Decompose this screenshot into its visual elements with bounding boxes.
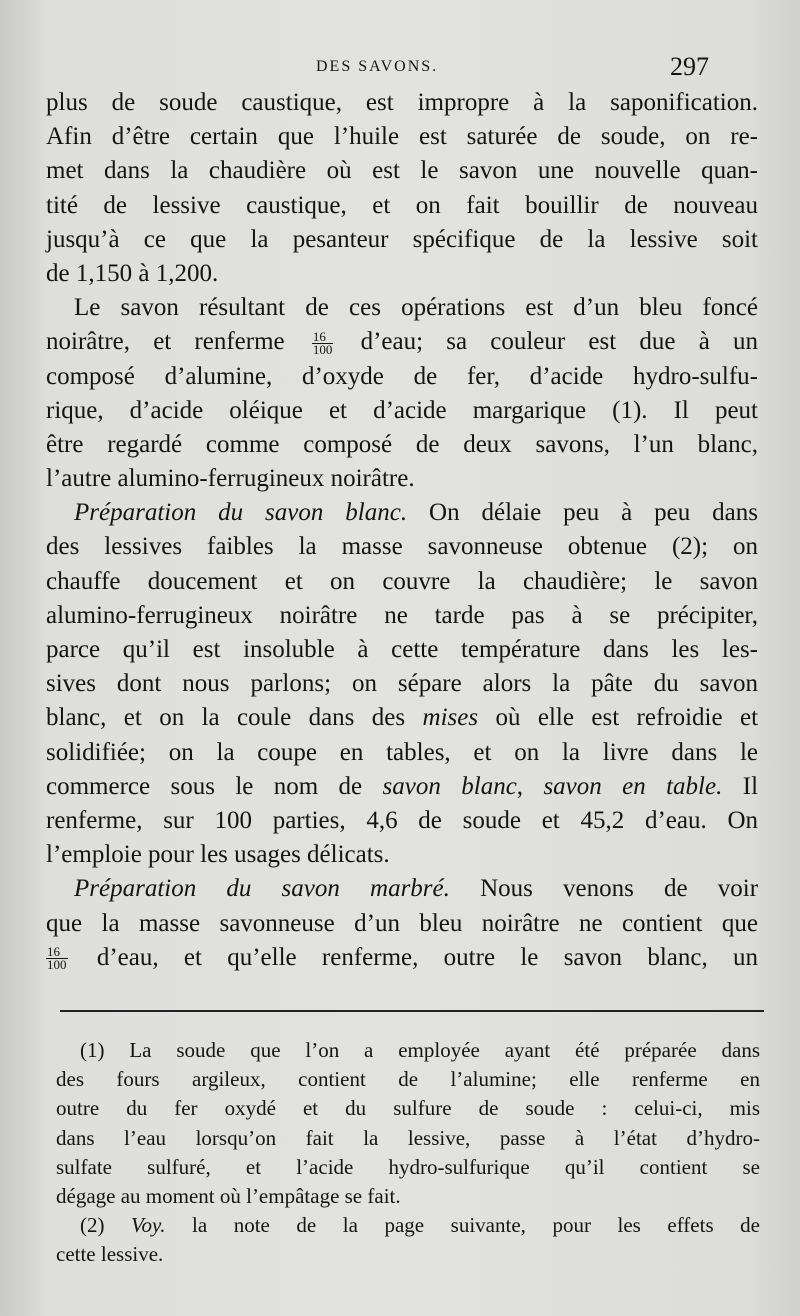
footnote-line: cette lessive. [56,1242,164,1267]
footnote-line: (1) La soude que l’on a employée ayant été préparée dans [80,1038,760,1062]
text-line: composé d’alumine, d’oxyde de fer, d’acide hydro-sulfu- [46,362,758,390]
text-segment: d’eau, et qu’elle renferme, outre le savon blanc, un [96,943,759,971]
text-line [46,770,758,804]
text-line: tité de lessive caustique, et on fait bouillir de nouveau [46,191,758,219]
footnote-line: outre du fer oxydé et du sulfure de soude : celui-ci, mis [56,1096,760,1121]
text-line: renferme, sur 100 parties, 4,6 de soude et 45,2 d’eau. On [46,806,758,834]
text-line: que la masse savonneuse d’un bleu noirâtre ne contient que [46,909,758,937]
text-segment: noirâtre, et renferme [46,328,285,356]
text-line: sives dont nous parlons; on sépare alors la pâte du savon [46,670,758,698]
text-line [46,701,758,735]
fraction-numerator: 16 [46,946,68,959]
fraction-denominator: 100 [312,342,333,358]
fraction-denominator: 100 [47,957,67,973]
footnote-line: dégage au moment où l’empâtage se fait. [56,1183,401,1208]
text-line-with-fraction [46,941,758,975]
footnote-line [56,1211,760,1240]
text-line: met dans la chaudière où est le savon une nouvelle quan- [46,157,758,185]
text-line: solidifiée; on la coupe en tables, et on la livre dans le [46,738,758,766]
text-line-with-heading [46,872,758,906]
running-header [0,52,800,82]
text-segment: la note de la page suivante, pour les effets de [192,1213,760,1238]
italic-abbreviation: Voy. [131,1213,166,1238]
footnote-line: dans l’eau lorsqu’on fait la lessive, passe à l’état d’hydro- [56,1125,760,1150]
text-line: être regardé comme composé de deux savons, l’un blanc, [46,430,758,458]
footnote-divider [60,1010,764,1012]
footnote-line: des fours argileux, contient de l’alumine; elle renferme en [56,1067,760,1092]
text-segment: On délaie peu à peu dans [429,499,758,527]
text-line: de 1,150 à 1,200. [46,259,219,287]
text-segment: blanc, et on la coule dans des [46,704,406,732]
text-segment: Nous venons de voir [480,875,759,903]
footnote-line: sulfate sulfuré, et l’acide hydro-sulfurique qu’il contient se [56,1154,760,1179]
text-line: jusqu’à ce que la pesanteur spécifique de la lessive soit [46,225,758,253]
italic-term: savon en table. [543,772,723,800]
text-line: Afin d’être certain que l’huile est saturée de soude, on re- [46,123,758,151]
fraction [312,331,334,356]
text-line: l’emploie pour les usages délicats. [46,841,390,869]
text-segment: où elle est refroidie et [495,704,759,732]
text-line: parce qu’il est insoluble à cette température dans les les- [46,636,758,663]
text-line: des lessives faibles la masse savonneuse obtenue (2); on [46,533,758,561]
main-text [46,86,758,975]
italic-term: mises [422,704,479,732]
text-line: plus de soude caustique, est impropre à la saponification. [46,89,758,116]
text-line: Le savon résultant de ces opérations est d’un bleu foncé [74,294,758,322]
text-line-with-fraction [46,325,758,359]
text-segment: commerce sous le nom de [46,772,363,800]
page-number: 297 [670,52,709,81]
text-line-with-heading [46,496,758,530]
footnote-marker: (2) [80,1213,105,1238]
fraction [46,946,68,971]
section-heading: Préparation du savon blanc. [74,499,408,527]
running-title: DES SAVONS. [316,58,439,75]
text-segment: , [516,772,524,800]
text-line: rique, d’acide oléique et d’acide margarique (1). Il peut [46,396,758,424]
footnotes [56,1036,760,1270]
text-line: chauffe doucement et on couvre la chaudière; le savon [46,567,758,595]
text-line: l’autre alumino-ferrugineux noirâtre. [46,465,415,493]
text-segment: Il [742,772,759,800]
text-segment: d’eau; sa couleur est due à un [360,328,758,356]
fraction-numerator: 16 [312,331,334,344]
section-heading: Préparation du savon marbré. [74,875,450,903]
italic-term: savon blanc [382,772,517,800]
text-line: alumino-ferrugineux noirâtre ne tarde pas à se précipiter, [46,601,758,629]
